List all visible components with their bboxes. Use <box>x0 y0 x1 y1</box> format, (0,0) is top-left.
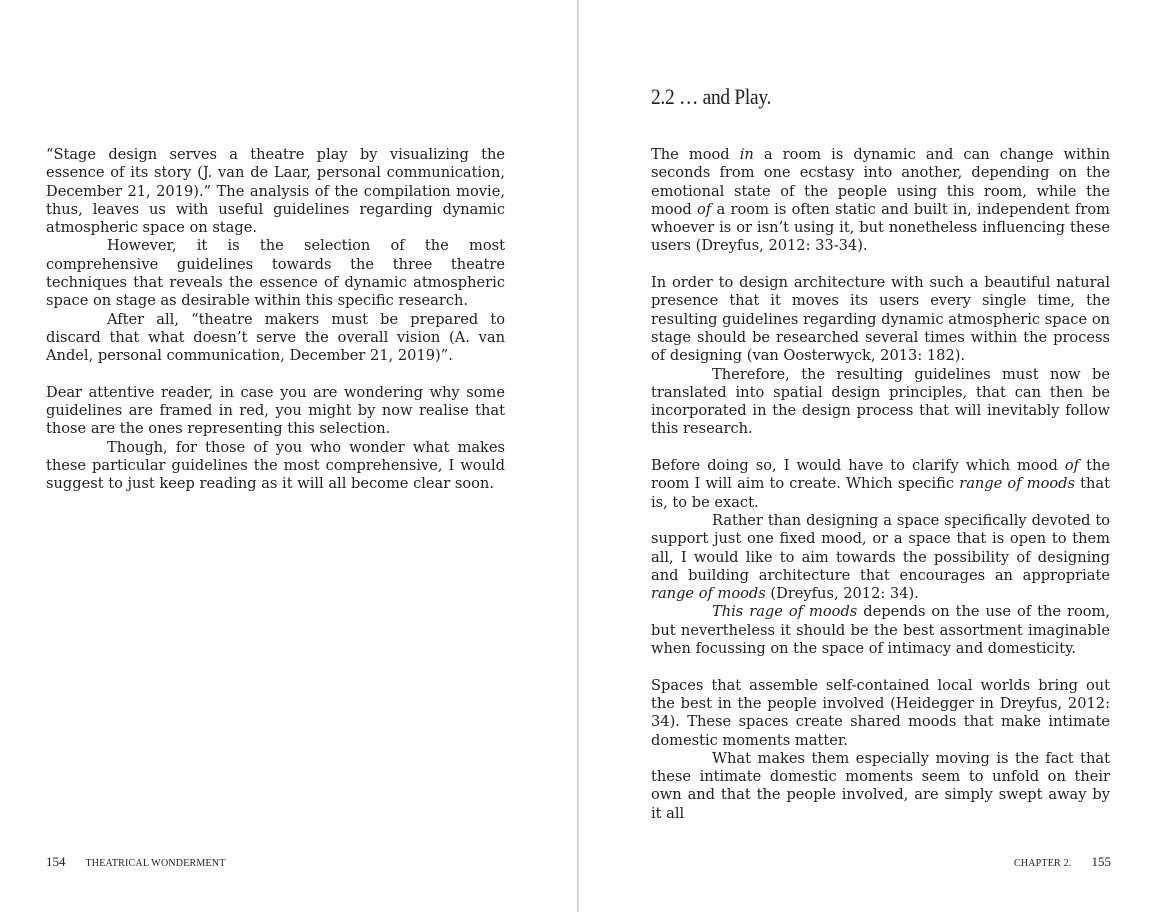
right-running-head: CHAPTER 2. <box>1013 858 1072 869</box>
italic-run: range of moods <box>651 585 766 603</box>
body-paragraph <box>651 512 1110 603</box>
right-page-body-text <box>651 146 1110 823</box>
italic-run: in <box>739 146 754 163</box>
text-run: However, it is the selection of the most comprehensive guidelines towards the three theatre techniques that reveals the essence of dynamic atmospheric space on stage as desirable within this specific research. <box>46 237 505 310</box>
left-running-head: THEATRICAL WONDERMENT <box>85 858 226 869</box>
right-page-number: 155 <box>1091 854 1111 869</box>
section-heading: 2.2 … and Play. <box>651 84 772 109</box>
body-paragraph <box>651 146 1110 256</box>
text-run: What makes them especially moving is the fact that these intimate domestic moments seem to unfold on their own and that the people involved, are simply swept away by it all <box>651 749 1110 822</box>
text-run: Though, for those of you who wonder what makes these particular guidelines the most comprehensive, I would suggest to just keep reading as it will all become clear soon. <box>46 438 505 493</box>
body-paragraph <box>46 439 505 494</box>
body-paragraph <box>46 384 505 439</box>
text-run: “Stage design serves a theatre play by visualizing the essence of its story (J. van de Laar, personal communication, December 21, 2019).” The analysis of the compilation movie, thus, leaves us with useful guidelines regarding dynamic atmospheric space on stage. <box>46 146 505 237</box>
body-paragraph <box>651 366 1110 439</box>
text-run: Spaces that assemble self-contained local worlds bring out the best in the people involved (Heidegger in Dreyfus, 2012: 34). These spaces create shared moods that make intimate domestic moments matter. <box>651 676 1110 749</box>
body-paragraph <box>651 457 1110 512</box>
body-paragraph <box>651 603 1110 658</box>
text-run: In order to design architecture with such a beautiful natural presence that it moves its users every single time, the resulting guidelines regarding dynamic atmospheric space on stage should be researched several times within the process of designing (van Oosterwyck, 2013: 182). <box>651 274 1110 365</box>
text-run: The mood <box>651 146 740 163</box>
text-run: Dear attentive reader, in case you are wondering why some guidelines are framed in red, you might by now realise that those are the ones representing this selection. <box>46 383 505 438</box>
body-paragraph <box>46 311 505 366</box>
left-page-number: 154 <box>46 854 66 869</box>
text-run: (Dreyfus, 2012: 34). <box>765 585 919 603</box>
text-run: Therefore, the resulting guidelines must now be translated into spatial design principles, that can then be incorporated in the design process that will inevitably follow this research. <box>651 365 1110 438</box>
body-paragraph <box>46 237 505 310</box>
text-run: After all, “theatre makers must be prepared to discard that what doesn’t serve the overall vision (A. van Andel, personal communication, December 21, 2019)”. <box>46 310 505 365</box>
text-run: the room I will aim to create. Which specific <box>651 457 1110 493</box>
italic-run: of <box>1064 457 1080 475</box>
left-page-footer <box>46 854 226 872</box>
body-paragraph <box>651 274 1110 365</box>
right-page-footer <box>1014 854 1111 872</box>
text-run: that is, to be exact. <box>651 475 1110 511</box>
text-run: Before doing so, I would have to clarify which mood <box>651 457 1065 475</box>
italic-run: This rage of moods <box>712 603 858 621</box>
right-page <box>579 0 1155 912</box>
text-run: a room is dynamic and can change within seconds from one ecstasy into another, depending on the emotional state of the people using this room, while the mood <box>651 146 1110 218</box>
text-run: a room is often static and built in, independent from whoever is or isn’t using it, but nonetheless influencing these users (Dreyfus, 2012: 33-34). <box>651 200 1110 255</box>
left-page-body-text <box>46 146 505 494</box>
italic-run: of <box>697 200 712 218</box>
body-paragraph <box>651 750 1110 823</box>
body-paragraph <box>651 677 1110 750</box>
italic-run: range of moods <box>959 475 1076 493</box>
left-page <box>0 0 577 912</box>
body-paragraph <box>46 146 505 237</box>
text-run: depends on the use of the room, but nevertheless it should be the best assortment imaginable when focussing on the space of intimacy and domesticity. <box>651 603 1110 658</box>
text-run: Rather than designing a space specifically devoted to support just one fixed mood, or a space that is open to them all, I would like to aim towards the possibility of designing and building architecture that encourages an appropriate <box>651 511 1110 584</box>
